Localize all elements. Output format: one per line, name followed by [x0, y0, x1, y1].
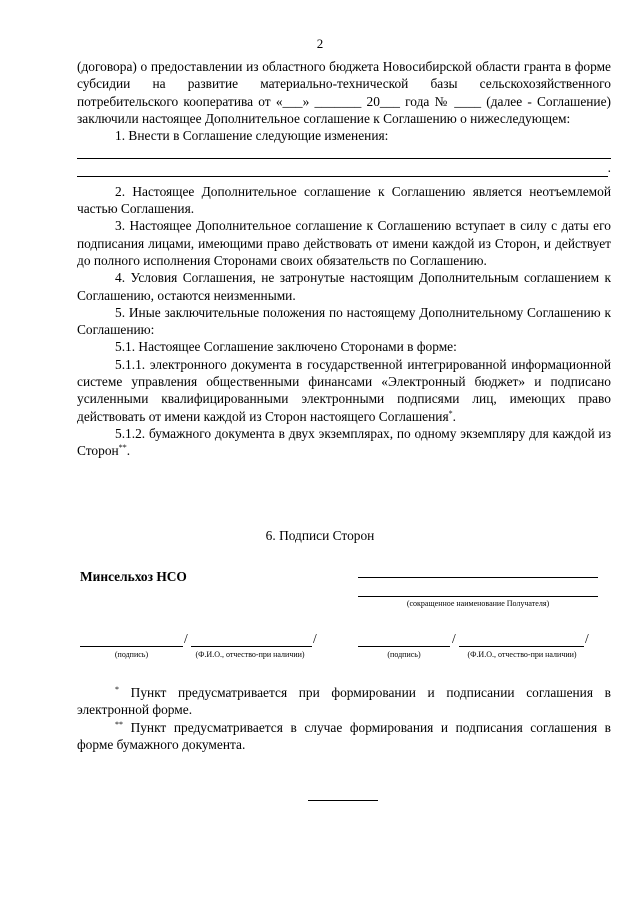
changes-blank-line-2 — [77, 159, 611, 176]
footnotes — [77, 684, 611, 753]
party2-slash-1: / — [452, 631, 456, 646]
footnote-1 — [77, 684, 611, 719]
party1-slash-2: / — [313, 631, 317, 646]
clause-5-1-2-end: . — [126, 443, 131, 459]
clause-5-1-2 — [77, 425, 611, 460]
recipient-caption: (сокращенное наименование Получателя) — [406, 599, 550, 608]
footnote-2-mark: ** — [115, 719, 123, 729]
intro-paragraph: (договора) о предоставлении из областного бюджета Новосибирской области гранта в форме субсидии на развитие материально-технической базы сельскохозяйственного потребительского кооператива от «___» _______ 20___ года № ____ (далее - Соглашение) заключили настоящее Дополнительное соглашение к Соглашению о нижеследующем: — [77, 59, 611, 126]
clause-4: 4. Условия Соглашения, не затронутые настоящим Дополнительным соглашением к Соглашению, остаются неизменными. — [77, 270, 611, 303]
footnote-ref-1: * — [448, 408, 453, 418]
recipient-name-line-1 — [358, 577, 598, 578]
party2-fio-caption: (Ф.И.О., отчество-при наличии) — [467, 650, 577, 659]
clause-5-1-1-end: . — [452, 408, 456, 424]
changes-line-end: . — [607, 160, 611, 176]
page-number: 2 — [316, 36, 324, 51]
clause-5-1: 5.1. Настоящее Соглашение заключено Сторонами в форме: — [115, 339, 457, 355]
changes-blank-line-1 — [77, 144, 611, 159]
end-of-document-line — [308, 800, 378, 801]
clause-5-1-1-text: 5.1.1. электронного документа в государственной интегрированной информационной системе управления общественными финансами «Электронный бюджет» и подписано усиленными квалифицированными электронными подписями лиц, имеющих право действовать от имени каждой из Сторон настоящего Соглашения — [77, 356, 611, 424]
clause-5-1-1 — [77, 356, 611, 425]
party1-sign-caption: (подпись) — [114, 650, 149, 659]
recipient-name-line-2 — [358, 596, 598, 597]
footnote-ref-2: ** — [118, 443, 127, 453]
footnote-2-text: Пункт предусматривается в случае формирования и подписания соглашения в форме бумажного документа. — [77, 719, 611, 752]
agreement-body — [77, 58, 611, 460]
clause-1: 1. Внести в Соглашение следующие изменения: — [115, 128, 389, 144]
party1-fio-caption: (Ф.И.О., отчество-при наличии) — [195, 650, 305, 659]
party2-sign-caption: (подпись) — [387, 650, 421, 659]
clause-2: 2. Настоящее Дополнительное соглашение к Соглашению является неотъемлемой частью Соглашения. — [77, 183, 611, 217]
footnote-2 — [77, 719, 611, 754]
clause-3: 3. Настоящее Дополнительное соглашение к Соглашению вступает в силу с даты его подписания лицами, имеющими право действовать от имени каждой из Сторон, и действует до полного исполнения Сторонами своих обязательств по Соглашению. — [77, 218, 611, 268]
footnote-1-mark: * — [115, 685, 119, 694]
party1-fio-line — [191, 646, 312, 647]
clause-5-1-2-text: 5.1.2. бумажного документа в двух экземплярах, по одному экземпляру для каждой из Сторон — [77, 425, 611, 459]
party1-signature-line — [80, 646, 183, 647]
party1-name: Минсельхоз НСО — [80, 569, 187, 584]
party2-slash-2: / — [585, 631, 589, 646]
party2-fio-line — [459, 646, 584, 647]
clause-5: 5. Иные заключительные положения по настоящему Дополнительному Соглашению к Соглашению: — [77, 304, 611, 338]
signatures-heading: 6. Подписи Сторон — [265, 528, 375, 543]
footnote-1-text: Пункт предусматривается при формировании и подписании соглашения в электронной форме. — [77, 685, 611, 718]
party1-slash-1: / — [184, 631, 188, 646]
party2-signature-line — [358, 646, 450, 647]
